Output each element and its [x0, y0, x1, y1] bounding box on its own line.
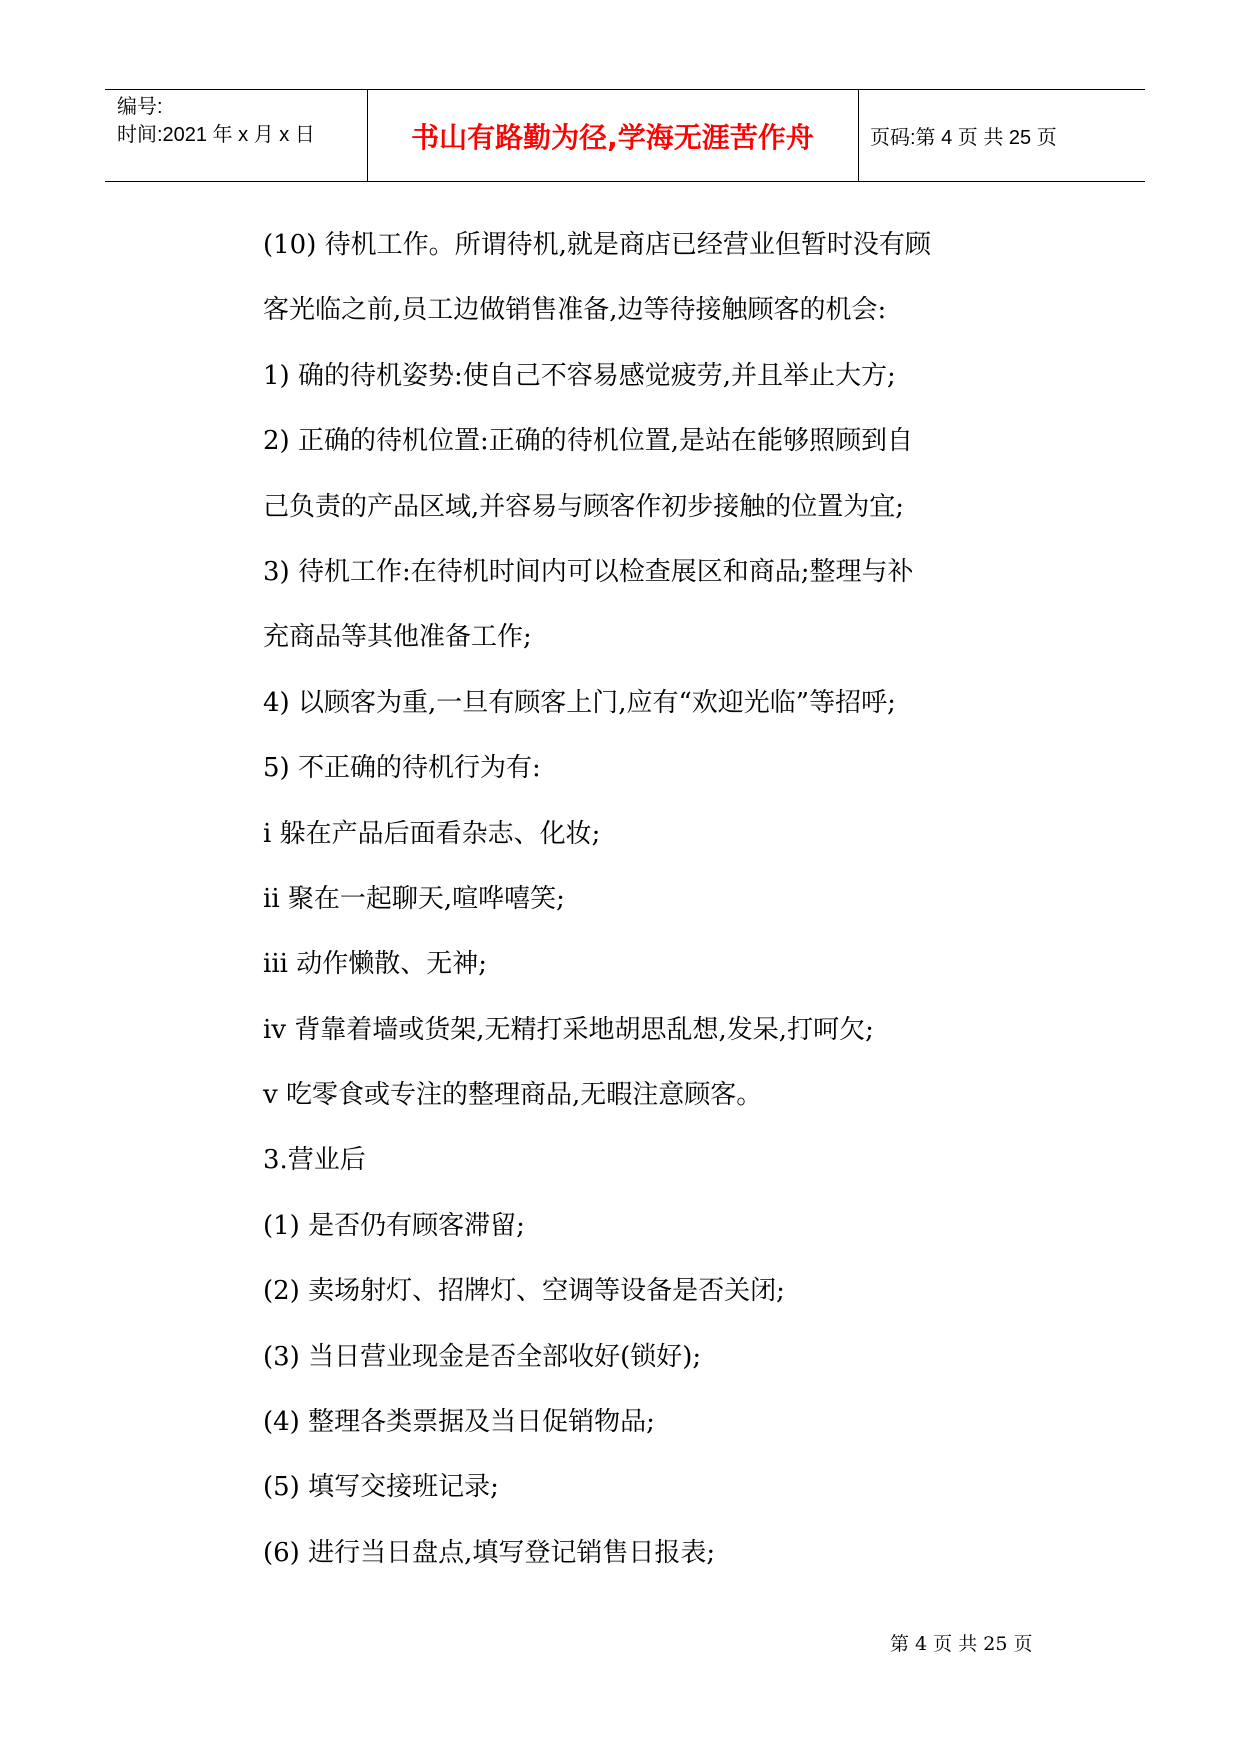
page-footer: 第 4 页 共 25 页	[890, 1633, 1033, 1655]
section-heading: 3.营业后	[263, 1145, 366, 1176]
body-line: (4) 整理各类票据及当日促销物品;	[263, 1407, 655, 1438]
body-line: (5) 填写交接班记录;	[263, 1472, 499, 1503]
body-line: (6) 进行当日盘点,填写登记销售日报表;	[263, 1537, 716, 1568]
body-line: (2) 卖场射灯、招牌灯、空调等设备是否关闭;	[263, 1276, 785, 1307]
body-line: 5) 不正确的待机行为有:	[263, 753, 541, 784]
body-line: iii 动作懒散、无神;	[263, 949, 487, 980]
body-line: i 躲在产品后面看杂志、化妆;	[263, 818, 601, 849]
header-page-number: 页码:第 4 页 共 25 页	[870, 127, 1057, 149]
body-line: 2) 正确的待机位置:正确的待机位置,是站在能够照顾到自	[263, 426, 913, 457]
body-line: v 吃零食或专注的整理商品,无暇注意顾客。	[263, 1080, 763, 1111]
body-line: 客光临之前,员工边做销售准备,边等待接触顾客的机会:	[263, 295, 887, 326]
body-line: (1) 是否仍有顾客滞留;	[263, 1210, 525, 1241]
body-line: 4) 以顾客为重,一旦有顾客上门,应有“欢迎光临”等招呼;	[263, 687, 896, 718]
body-line: iv 背靠着墙或货架,无精打采地胡思乱想,发呆,打呵欠;	[263, 1014, 874, 1045]
body-line: 1) 确的待机姿势:使自己不容易感觉疲劳,并且举止大方;	[263, 360, 896, 391]
header-divider-right	[858, 90, 859, 181]
header-motto: 书山有路勤为径,学海无涯苦作舟	[411, 120, 814, 154]
body-line: 己负责的产品区域,并容易与顾客作初步接触的位置为宜;	[263, 491, 905, 522]
document-body	[263, 213, 1083, 1586]
body-line: 充商品等其他准备工作;	[263, 622, 532, 653]
body-line: 3) 待机工作:在待机时间内可以检查展区和商品;整理与补	[263, 556, 914, 587]
document-time-label: 时间:2021 年 x 月 x 日	[117, 124, 315, 146]
body-line: ii 聚在一起聊天,喧哗嘻笑;	[263, 883, 565, 914]
body-line: (3) 当日营业现金是否全部收好(锁好);	[263, 1341, 702, 1372]
page-header	[105, 89, 1145, 182]
body-line: (10) 待机工作。所谓待机,就是商店已经营业但暂时没有顾	[263, 230, 931, 260]
document-number-label: 编号:	[117, 96, 163, 118]
header-meta	[117, 93, 315, 149]
